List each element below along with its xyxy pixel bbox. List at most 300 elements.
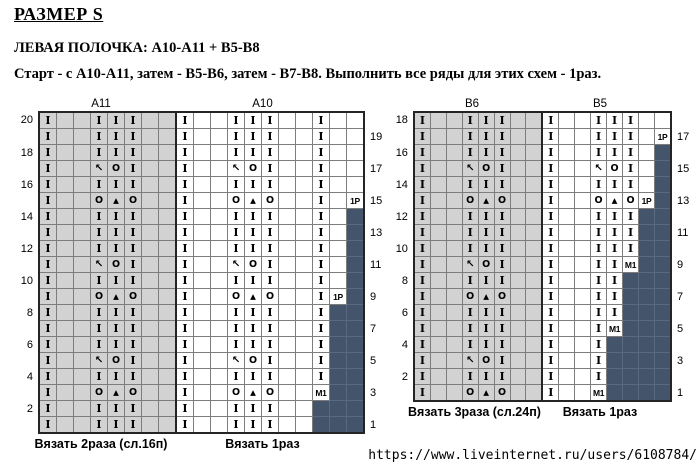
empty-cell [559,225,575,241]
empty-cell [526,289,542,305]
row-number-left [11,225,39,241]
stitch-cell: O [262,193,279,209]
empty-cell [142,145,159,161]
empty-cell [159,417,177,434]
row-number-right: 17 [364,161,392,177]
empty-cell [211,177,228,193]
empty-cell [159,273,177,289]
stitch-cell: I [39,273,57,289]
stitch-cell: I [542,161,558,177]
empty-cell [74,401,91,417]
empty-cell [194,385,211,401]
empty-cell [559,145,575,161]
empty-cell [194,337,211,353]
stitch-cell: I [125,209,142,225]
stitch-cell: O [494,385,510,402]
stitch-cell: I [462,112,478,129]
stitch-cell: I [462,209,478,225]
stitch-cell: I [591,145,607,161]
stitch-cell: ▲ [245,385,262,401]
stitch-cell: I [414,385,430,402]
empty-cell [526,241,542,257]
stitch-grid [11,111,392,434]
stitch-cell: I [176,161,194,177]
row-number-right [671,209,699,225]
empty-cell [575,193,591,209]
row-number-left: 4 [386,337,414,353]
stitch-cell: I [39,417,57,434]
empty-cell [211,385,228,401]
empty-cell [57,273,74,289]
row-number-left [11,193,39,209]
row-number-left: 4 [11,369,39,385]
empty-cell [510,193,526,209]
stitch-cell: I [542,145,558,161]
page-title: РАЗМЕР S [14,4,104,24]
empty-cell [57,161,74,177]
empty-cell [639,145,655,161]
empty-cell [446,369,462,385]
empty-cell [279,129,296,145]
stitch-cell: I [591,353,607,369]
row-number-right: 5 [671,321,699,337]
row-number-right [671,305,699,321]
empty-cell [159,177,177,193]
stitch-cell: I [91,145,108,161]
no-stitch-cell [623,321,639,337]
empty-cell [142,337,159,353]
no-stitch-cell [347,273,365,289]
row-number-right: 11 [671,225,699,241]
chart-row [386,225,699,241]
stitch-cell: I [262,401,279,417]
no-stitch-cell [347,385,365,401]
chart-row [11,225,392,241]
stitch-cell: I [623,129,639,145]
no-stitch-cell [313,401,330,417]
empty-cell [446,273,462,289]
empty-cell [575,369,591,385]
chart-row [386,177,699,193]
empty-cell [211,257,228,273]
no-stitch-cell [654,161,670,177]
stitch-cell: I [478,321,494,337]
row-number-left: 20 [11,112,39,129]
empty-cell [296,177,313,193]
stitch-cell: I [245,129,262,145]
empty-cell [142,273,159,289]
no-stitch-cell [654,209,670,225]
empty-cell [194,241,211,257]
empty-cell [296,401,313,417]
stitch-cell: I [39,369,57,385]
empty-cell [211,193,228,209]
empty-cell [142,241,159,257]
empty-cell [526,369,542,385]
row-number-left [11,129,39,145]
marker-cell: M1 [313,385,330,401]
empty-cell [559,112,575,129]
empty-cell [559,321,575,337]
row-number-right: 19 [364,129,392,145]
no-stitch-cell [639,305,655,321]
stitch-cell: I [542,289,558,305]
empty-cell [446,161,462,177]
stitch-cell: O [245,257,262,273]
stitch-cell: I [91,305,108,321]
no-stitch-cell [607,385,623,402]
stitch-cell: I [591,177,607,193]
empty-cell [510,145,526,161]
stitch-cell: I [494,112,510,129]
stitch-cell: I [542,241,558,257]
empty-cell [159,209,177,225]
stitch-cell: I [39,353,57,369]
empty-cell [194,257,211,273]
row-number-right [671,337,699,353]
empty-cell [142,112,159,129]
empty-cell [211,305,228,321]
empty-cell [296,241,313,257]
stitch-cell: I [228,145,245,161]
no-stitch-cell [654,225,670,241]
stitch-cell: I [245,273,262,289]
empty-cell [159,225,177,241]
empty-cell [575,129,591,145]
empty-cell [211,353,228,369]
empty-cell [510,257,526,273]
empty-cell [74,385,91,401]
stitch-cell: I [108,209,125,225]
row-number-right: 15 [364,193,392,209]
no-stitch-cell [654,193,670,209]
stitch-cell: I [39,209,57,225]
row-number-left [386,161,414,177]
row-number-right: 5 [364,353,392,369]
row-number-right: 3 [364,385,392,401]
empty-cell [526,177,542,193]
empty-cell [446,177,462,193]
row-number-left: 18 [386,112,414,129]
stitch-cell: I [91,417,108,434]
row-number-left: 8 [386,273,414,289]
chart-row [386,369,699,385]
row-number-left [386,289,414,305]
empty-cell [430,369,446,385]
empty-cell [639,112,655,129]
chart-row [386,145,699,161]
row-number-left: 16 [11,177,39,193]
no-stitch-cell [654,177,670,193]
empty-cell [510,369,526,385]
empty-cell [194,273,211,289]
stitch-cell: I [228,305,245,321]
row-number-right: 13 [364,225,392,241]
empty-cell [510,337,526,353]
empty-cell [142,369,159,385]
stitch-cell: I [313,112,330,129]
empty-cell [211,161,228,177]
stitch-cell: I [494,321,510,337]
stitch-cell: I [313,177,330,193]
stitch-cell: I [176,273,194,289]
stitch-cell: I [262,417,279,434]
stitch-cell: I [313,145,330,161]
chart-row [11,129,392,145]
empty-cell [559,177,575,193]
stitch-cell: I [478,369,494,385]
row-number-right [671,177,699,193]
empty-cell [430,161,446,177]
empty-cell [142,289,159,305]
row-number-left: 18 [11,145,39,161]
stitch-cell: I [108,321,125,337]
no-stitch-cell [330,417,347,434]
stitch-cell: I [414,209,430,225]
empty-cell [526,305,542,321]
stitch-cell: I [591,112,607,129]
empty-cell [142,401,159,417]
empty-cell [279,145,296,161]
stitch-cell: I [591,369,607,385]
empty-cell [74,177,91,193]
empty-cell [575,337,591,353]
stitch-cell: I [39,321,57,337]
stitch-cell: I [228,129,245,145]
stitch-cell: ▲ [108,289,125,305]
stitch-cell: I [39,305,57,321]
row-number-right: 17 [671,129,699,145]
repeat-instruction-label: Вязать 2раза (сл.16п) [34,437,168,451]
empty-cell [57,305,74,321]
no-stitch-cell [639,289,655,305]
stitch-cell: I [228,177,245,193]
empty-cell [142,129,159,145]
empty-cell [430,337,446,353]
chart-row [11,321,392,337]
repeat-instruction-label: Вязать 3раза (сл.24п) [408,405,541,419]
row-number-right [671,241,699,257]
empty-cell [446,385,462,402]
empty-cell [159,193,177,209]
stitch-cell: I [607,112,623,129]
stitch-cell: I [494,241,510,257]
empty-cell [194,177,211,193]
stitch-cell: I [591,289,607,305]
source-url: https://www.liveinternet.ru/users/6108784/ [368,448,697,463]
empty-cell [330,177,347,193]
empty-cell [330,257,347,273]
chart-row [11,145,392,161]
row-number-left [11,289,39,305]
no-stitch-cell [623,337,639,353]
empty-cell [559,161,575,177]
empty-cell [159,145,177,161]
marker-cell: M1 [607,321,623,337]
empty-cell [347,177,365,193]
empty-cell [510,321,526,337]
empty-cell [575,385,591,402]
row-number-right [671,145,699,161]
empty-cell [446,112,462,129]
stitch-cell: I [108,401,125,417]
empty-cell [211,289,228,305]
stitch-cell: I [313,257,330,273]
empty-cell [559,353,575,369]
no-stitch-cell [347,225,365,241]
stitch-cell: O [91,193,108,209]
stitch-cell: I [591,337,607,353]
empty-cell [194,129,211,145]
empty-cell [57,241,74,257]
chart-row [386,385,699,402]
stitch-cell: I [494,273,510,289]
stitch-cell: I [108,129,125,145]
empty-cell [446,209,462,225]
row-number-left [11,353,39,369]
empty-cell [159,369,177,385]
empty-cell [142,225,159,241]
empty-cell [430,257,446,273]
empty-cell [575,177,591,193]
empty-cell [74,273,91,289]
stitch-cell: I [262,273,279,289]
row-number-left: 8 [11,305,39,321]
stitch-cell: I [39,257,57,273]
stitch-cell: I [262,337,279,353]
empty-cell [159,337,177,353]
chart-row [11,193,392,209]
stitch-cell: I [125,225,142,241]
empty-cell [279,177,296,193]
no-stitch-cell [330,305,347,321]
stitch-cell: I [228,225,245,241]
empty-cell [194,209,211,225]
stitch-cell: I [494,209,510,225]
chart-row [386,321,699,337]
stitch-cell: I [125,177,142,193]
empty-cell [57,401,74,417]
stitch-cell: I [542,209,558,225]
no-stitch-cell [330,385,347,401]
stitch-cell: I [414,193,430,209]
empty-cell [559,369,575,385]
stitch-cell: I [262,209,279,225]
empty-cell [559,193,575,209]
stitch-cell: I [313,369,330,385]
stitch-cell: I [91,401,108,417]
no-stitch-cell [639,369,655,385]
stitch-cell: I [39,177,57,193]
stitch-cell: I [39,225,57,241]
empty-cell [510,385,526,402]
empty-cell [296,369,313,385]
stitch-cell: I [125,145,142,161]
empty-cell [279,225,296,241]
chart-row [11,401,392,417]
stitch-cell: I [91,129,108,145]
empty-cell [159,353,177,369]
chart-row [386,129,699,145]
empty-cell [430,385,446,402]
stitch-cell: I [542,273,558,289]
stitch-cell: I [262,112,279,129]
chart-row [11,417,392,434]
empty-cell [446,241,462,257]
stitch-cell: I [591,273,607,289]
stitch-cell: I [125,321,142,337]
empty-cell [142,353,159,369]
stitch-cell: I [591,129,607,145]
stitch-cell: I [313,129,330,145]
stitch-cell: I [108,241,125,257]
stitch-cell: I [125,369,142,385]
row-number-left [11,161,39,177]
repeat-instruction-label: Вязать 1раз [562,405,638,419]
empty-cell [211,321,228,337]
empty-cell [526,353,542,369]
empty-cell [296,353,313,369]
stitch-cell: ↖ [228,161,245,177]
stitch-cell: I [125,257,142,273]
empty-cell [526,321,542,337]
marker-cell: 1P [347,193,365,209]
stitch-cell: I [39,145,57,161]
empty-cell [446,193,462,209]
stitch-cell: I [542,177,558,193]
empty-cell [430,145,446,161]
empty-cell [74,321,91,337]
row-number-left: 10 [386,241,414,257]
stitch-cell: I [108,225,125,241]
empty-cell [211,112,228,129]
empty-cell [296,193,313,209]
empty-cell [446,337,462,353]
empty-cell [526,385,542,402]
stitch-cell: I [313,337,330,353]
stitch-cell: I [125,417,142,434]
empty-cell [194,161,211,177]
empty-cell [526,145,542,161]
chart-row [11,353,392,369]
chart-row [386,241,699,257]
empty-cell [510,305,526,321]
empty-cell [430,353,446,369]
empty-cell [510,273,526,289]
stitch-cell: I [478,177,494,193]
stitch-cell: I [228,369,245,385]
empty-cell [211,401,228,417]
empty-cell [159,305,177,321]
stitch-cell: I [262,241,279,257]
stitch-cell: O [607,161,623,177]
stitch-cell: I [176,177,194,193]
no-stitch-cell [639,225,655,241]
stitch-cell: ▲ [108,385,125,401]
stitch-cell: I [39,112,57,129]
stitch-cell: I [245,337,262,353]
empty-cell [575,161,591,177]
stitch-cell: O [462,289,478,305]
empty-cell [159,401,177,417]
stitch-cell: ▲ [607,193,623,209]
empty-cell [446,289,462,305]
empty-cell [211,273,228,289]
stitch-cell: I [462,177,478,193]
empty-cell [279,209,296,225]
empty-cell [510,161,526,177]
chart-row [386,289,699,305]
